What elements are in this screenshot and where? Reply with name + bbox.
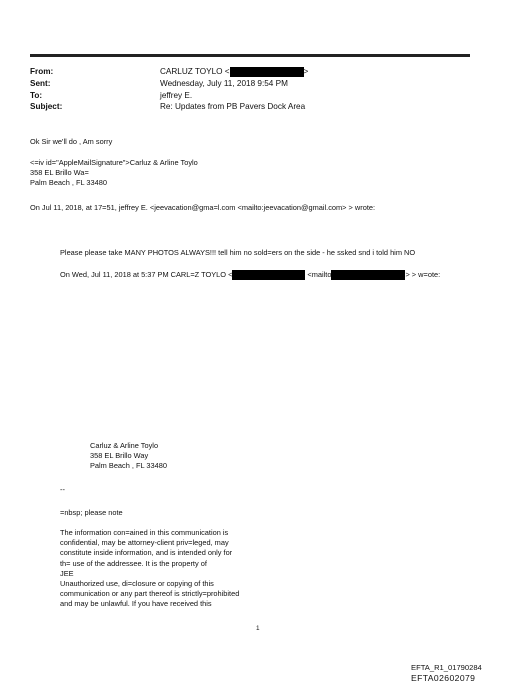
- body-line-1: Ok Sir we'll do , Am sorry: [30, 137, 113, 146]
- quoted-reply-mailto: <mailto: [307, 270, 332, 279]
- redaction-box: [232, 270, 305, 280]
- to-label: To:: [30, 91, 43, 100]
- redaction-box: [230, 67, 304, 77]
- quoted-message: Please please take MANY PHOTOS ALWAYS!!! tell him no sold=ers on the side - he ssked snd i told him NO: [60, 248, 416, 257]
- from-suffix: >: [303, 67, 309, 77]
- reply-header-line: On Jul 11, 2018, at 17=51, jeffrey E. <jeevacation@gma=l.com <mailto:jeevacation@gmail.com> > wrote:: [30, 203, 376, 212]
- signature-block-2: Carluz & Arline Toylo 358 EL Brillo Way Palm Beach , FL 33480: [90, 441, 167, 471]
- header-rule: [30, 54, 470, 57]
- subject-value: Re: Updates from PB Pavers Dock Area: [160, 102, 306, 111]
- from-value: [160, 67, 308, 77]
- from-text: CARLUZ TOYLO <: [160, 67, 230, 77]
- signature-dashes: --: [60, 485, 65, 494]
- bates-number-2: EFTA02602079: [411, 673, 476, 683]
- redaction-box: [331, 270, 405, 280]
- quoted-reply-prefix: On Wed, Jul 11, 2018 at 5:37 PM CARL=Z TOYLO <: [60, 270, 233, 279]
- confidentiality-disclaimer: The information con=ained in this communication is confidential, may be attorney-client priv=leged, may constitute inside information, and is intended only for th= use of the addressee. It is the property of JEE Unauthorized use, di=closure or copying of this communication or any part thereof is strictly=prohibited and may be unlawful. If you have received this: [60, 528, 240, 609]
- quoted-reply-suffix: > > w=ote:: [405, 270, 441, 279]
- sent-label: Sent:: [30, 79, 51, 88]
- quoted-reply-header: [60, 270, 440, 280]
- from-label: From:: [30, 67, 54, 76]
- to-value: jeffrey E.: [160, 91, 193, 100]
- subject-label: Subject:: [30, 102, 63, 111]
- signature-block-1: <=iv id="AppleMailSignature">Carluz & Arline Toylo 358 EL Brillo Wa= Palm Beach , FL 33480: [30, 158, 198, 188]
- page-number: 1: [256, 625, 260, 632]
- bates-number-1: EFTA_R1_01790284: [411, 663, 482, 672]
- sent-value: Wednesday, July 11, 2018 9:54 PM: [160, 79, 288, 88]
- nbsp-please-note: =nbsp; please note: [60, 508, 123, 517]
